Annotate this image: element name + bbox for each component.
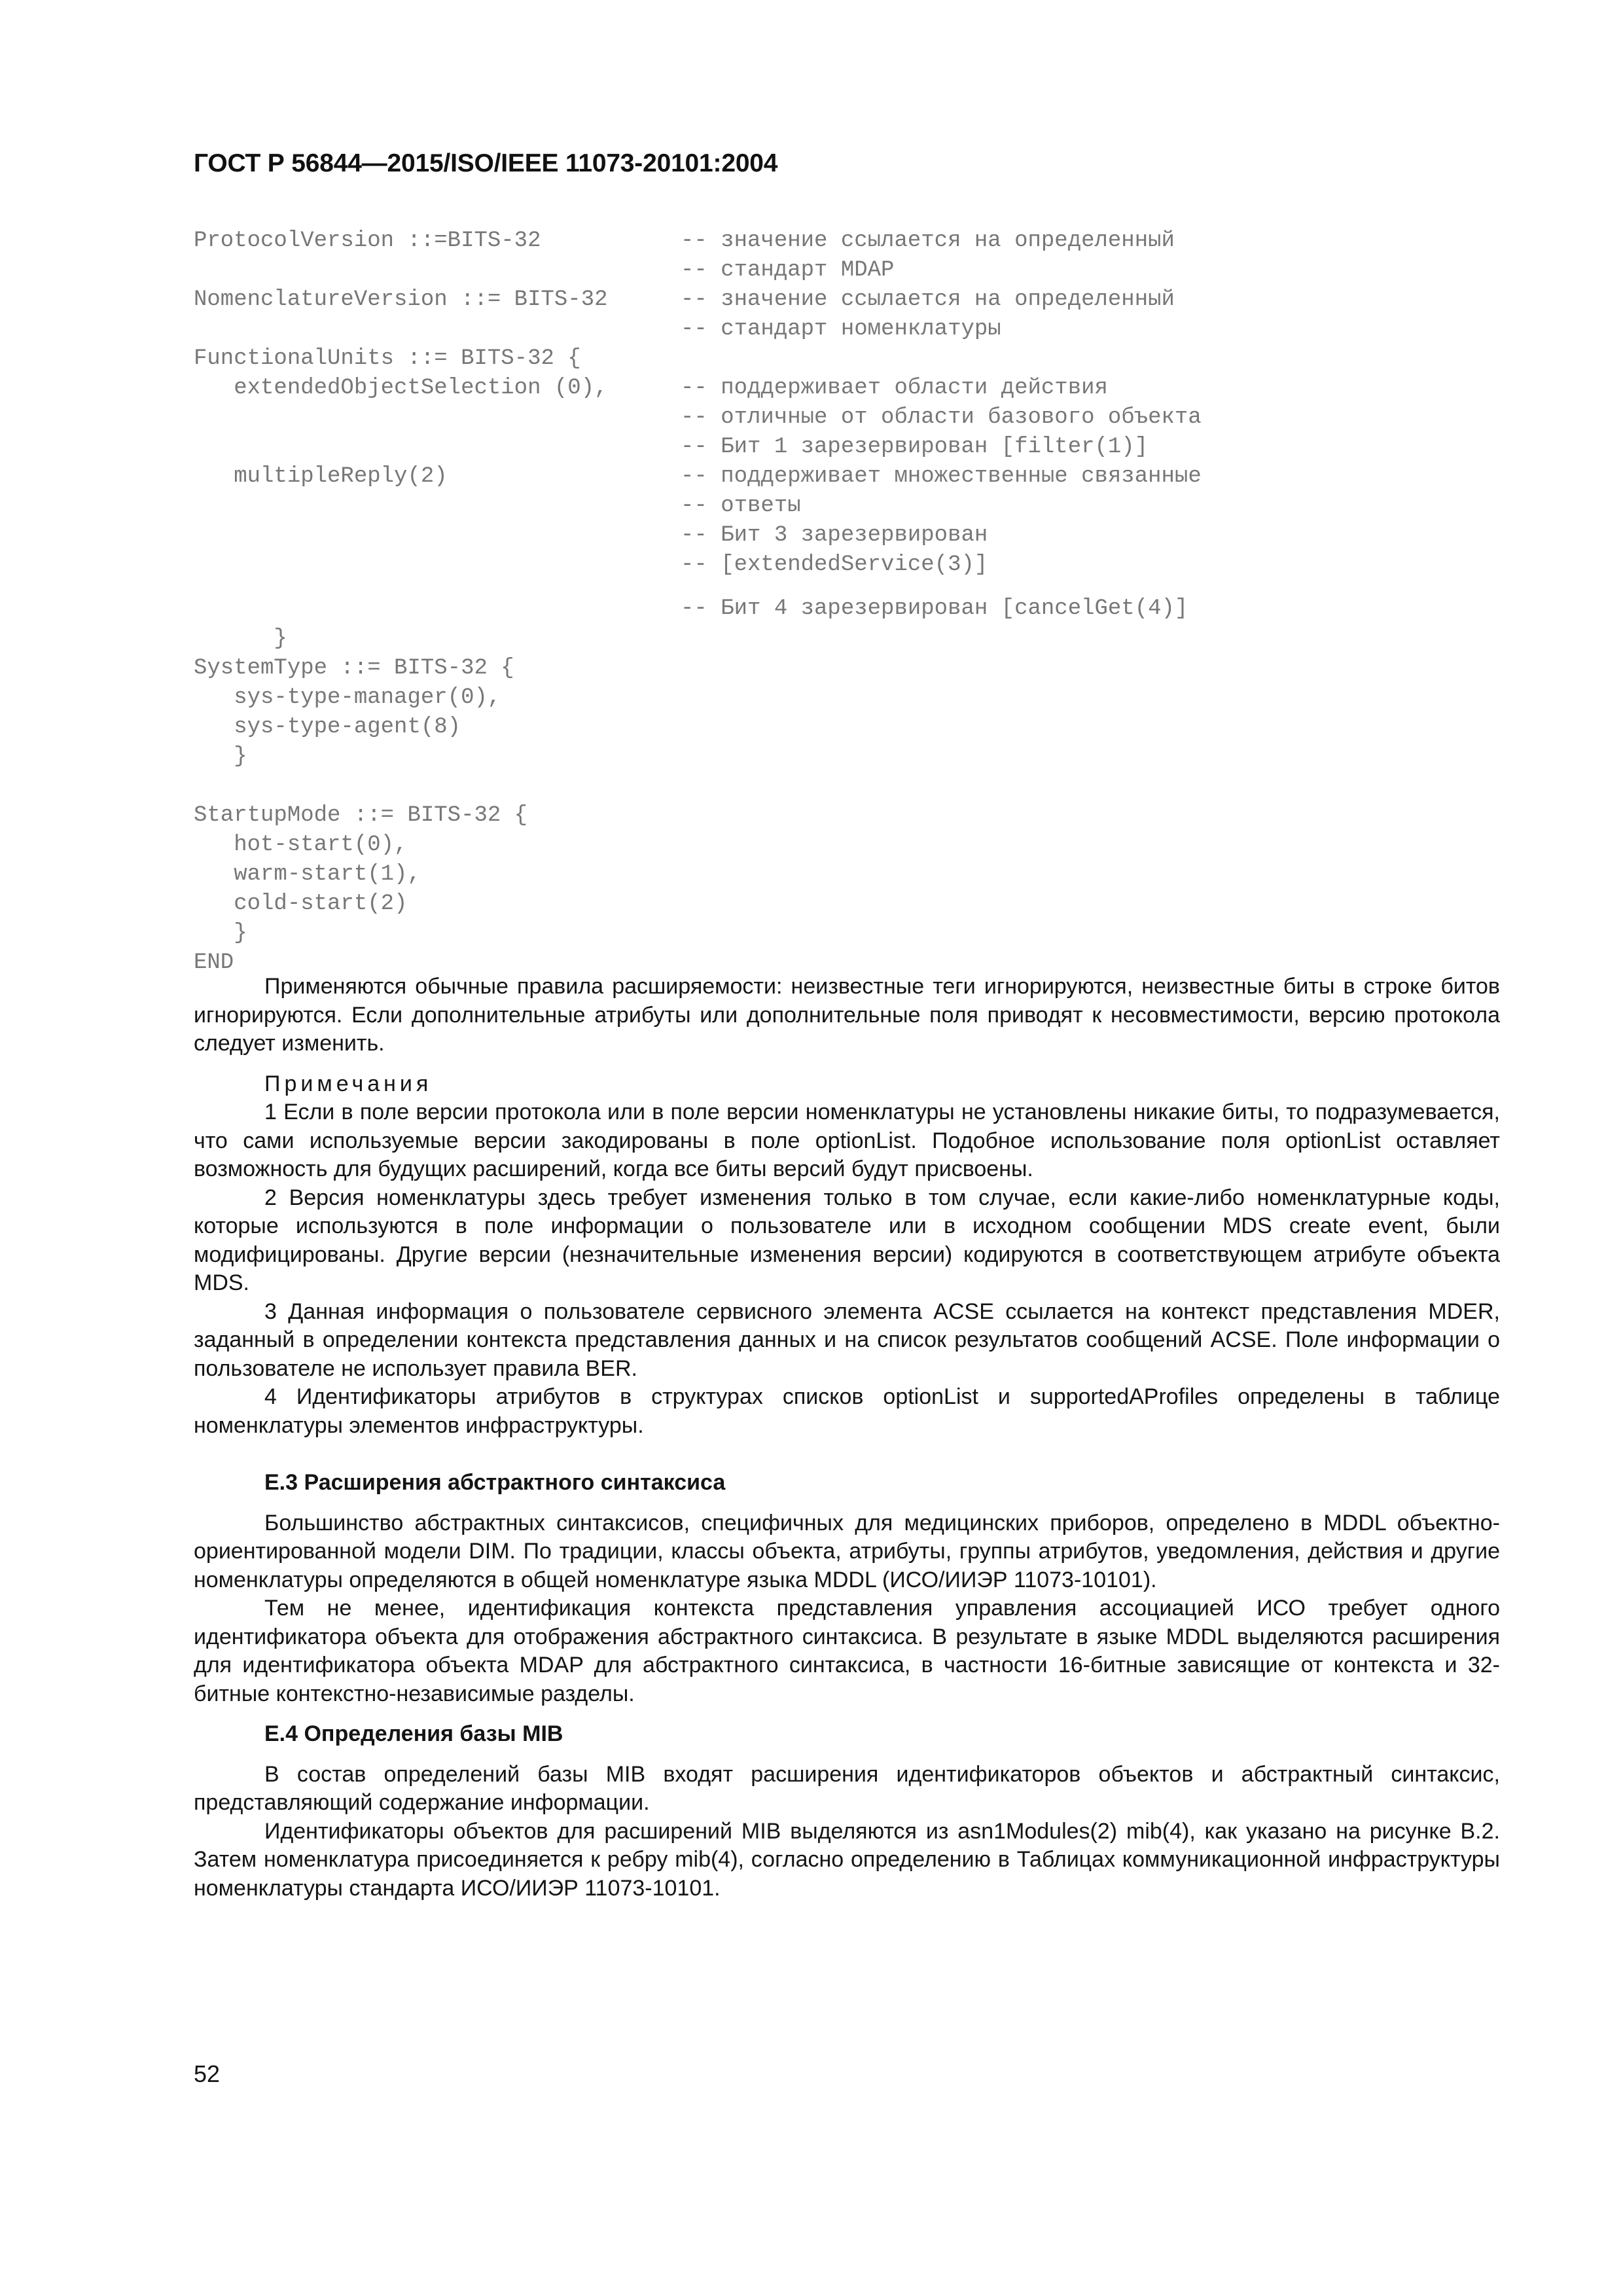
section-paragraph: Тем не менее, идентификация контекста представления управления ассоциацией ИСО требует одного идентификатора объекта для отображения абстрактного синтаксиса. В результате в языке MDDL выделяются расширения для идентификатора объекта MDAP для абстрактного синтаксиса, в частности 16-битные зависящие от контекста и 32-битные контекстно-независимые разделы. bbox=[194, 1596, 1500, 1706]
note-paragraph: 2 Версия номенклатуры здесь требует изменения только в том случае, если какие-либо номенклатурные коды, которые используются в поле информации о пользователе или в исходном сообщении MDS create event, были модифицированы. Другие версии (незначительные изменения версии) кодируются в соответствующем атрибуте объекта MDS. bbox=[194, 1185, 1500, 1295]
code-comment: -- Бит 3 зарезервирован bbox=[681, 523, 988, 548]
section-heading-e3: Е.3 Расширения абстрактного синтаксиса bbox=[264, 1470, 726, 1495]
code-line: } bbox=[194, 744, 247, 769]
code-line: extendedObjectSelection (0), bbox=[194, 376, 608, 401]
code-line: } bbox=[194, 626, 287, 651]
notes-title: Примечания bbox=[264, 1071, 433, 1096]
code-line: END bbox=[194, 950, 234, 975]
code-line: ProtocolVersion ::=BITS-32 bbox=[194, 228, 541, 253]
note-paragraph: 3 Данная информация о пользователе сервисного элемента ACSE ссылается на контекст представления MDER, заданный в определении контекста представления данных и на список результатов сообщений ACSE. Поле информации о пользователе не использует правила BER. bbox=[194, 1299, 1500, 1381]
code-comment: -- стандарт номенклатуры bbox=[681, 317, 1001, 342]
code-comment: -- Бит 1 зарезервирован [filter(1)] bbox=[681, 435, 1149, 459]
section-heading-e4: Е.4 Определения базы MIB bbox=[264, 1721, 563, 1746]
section-paragraph: Идентификаторы объектов для расширений MIB выделяются из asn1Modules(2) mib(4), как указано на рисунке В.2. Затем номенклатура присоединяется к ребру mib(4), согласно определению в Таблицах коммуникационной инфраструктуры номенклатуры стандарта ИСО/ИИЭР 11073-10101. bbox=[194, 1818, 1500, 1901]
code-comment: -- Бит 4 зарезервирован [cancelGet(4)] bbox=[681, 596, 1188, 621]
document-header: ГОСТ Р 56844—2015/ISO/IEEE 11073-20101:2004 bbox=[194, 149, 778, 177]
code-line: hot-start(0), bbox=[194, 833, 408, 857]
note-paragraph: 1 Если в поле версии протокола или в поле версии номенклатуры не установлены никакие биты, то подразумевается, что сами используемые версии закодированы в поле optionList. Подобное использование поля optionList оставляет возможность для будущих расширений, когда все биты версий будут присвоены. bbox=[194, 1100, 1500, 1181]
code-line: FunctionalUnits ::= BITS-32 { bbox=[194, 346, 581, 371]
section-paragraph: В состав определений базы MIB входят расширения идентификаторов объектов и абстрактный синтаксис, представляющий содержание информации. bbox=[194, 1761, 1500, 1815]
code-line: warm-start(1), bbox=[194, 862, 421, 887]
code-line: NomenclatureVersion ::= BITS-32 bbox=[194, 287, 608, 312]
code-line: SystemType ::= BITS-32 { bbox=[194, 656, 514, 681]
code-comment: -- [extendedService(3)] bbox=[681, 552, 988, 577]
code-comment: -- значение ссылается на определенный bbox=[681, 287, 1175, 312]
code-line: cold-start(2) bbox=[194, 891, 408, 916]
asn1-code-block bbox=[194, 226, 1437, 979]
code-comment: -- ответы bbox=[681, 493, 801, 518]
section-paragraph: Большинство абстрактных синтаксисов, специфичных для медицинских приборов, определено в MDDL объектно-ориентированной модели DIM. По традиции, классы объекта, атрибуты, группы атрибутов, уведомления, действия и другие номенклатуры определяются в общей номенклатуре языка MDDL (ИСО/ИИЭР 11073-10101). bbox=[194, 1510, 1500, 1592]
code-line: sys-type-agent(8) bbox=[194, 715, 461, 740]
code-comment: -- отличные от области базового объекта bbox=[681, 405, 1202, 430]
code-comment: -- значение ссылается на определенный bbox=[681, 228, 1175, 253]
code-line: } bbox=[194, 921, 247, 946]
code-comment: -- стандарт MDAP bbox=[681, 258, 895, 283]
code-line: sys-type-manager(0), bbox=[194, 685, 501, 710]
intro-paragraph: Применяются обычные правила расширяемости: неизвестные теги игнорируются, неизвестные биты в строке битов игнорируются. Если дополнительные атрибуты или дополнительные поля приводят к несовместимости, версию протокола следует изменить. bbox=[194, 974, 1500, 1056]
code-line: multipleReply(2) bbox=[194, 464, 448, 489]
code-line: StartupMode ::= BITS-32 { bbox=[194, 803, 528, 828]
note-paragraph: 4 Идентификаторы атрибутов в структурах списков optionList и supportedAProfiles определены в таблице номенклатуры элементов инфраструктуры. bbox=[194, 1384, 1500, 1438]
body-text bbox=[194, 973, 1500, 1903]
code-comment: -- поддерживает области действия bbox=[681, 376, 1108, 401]
page-number: 52 bbox=[194, 2060, 221, 2087]
code-comment: -- поддерживает множественные связанные bbox=[681, 464, 1202, 489]
